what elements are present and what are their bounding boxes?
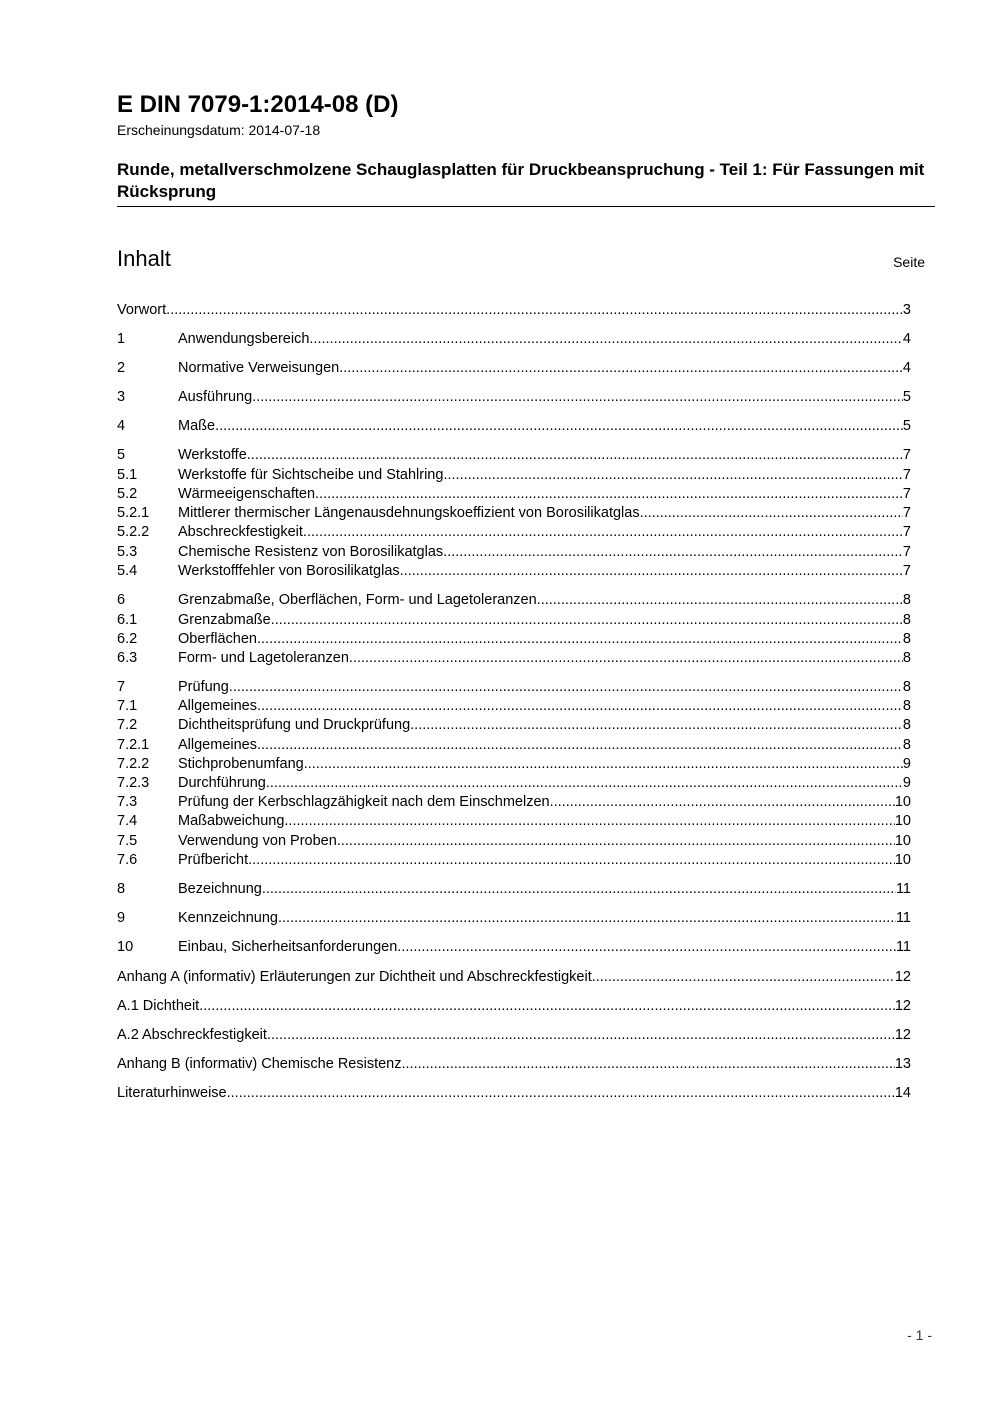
toc-entry-page: 3: [902, 302, 911, 318]
toc-entry-page: 10: [894, 794, 911, 810]
toc-entry-number: 7: [117, 679, 126, 695]
toc-entry-number: 2: [117, 360, 126, 376]
toc-dot-leader: [278, 909, 896, 928]
toc-entry-number: 6.2: [117, 631, 138, 647]
toc-dot-leader: [309, 330, 903, 349]
document-title: Runde, metallverschmolzene Schauglasplatten für Druckbeanspruchung - Teil 1: Für Fassungen mit Rücksprung: [117, 160, 925, 201]
toc-entry[interactable]: [117, 466, 911, 485]
toc-entry-title: Grenzabmaße, Oberflächen, Form- und Lagetoleranzen: [178, 592, 537, 608]
toc-entry-page: 7: [902, 467, 911, 483]
toc-entry-title: Werkstofffehler von Borosilikatglas: [178, 563, 400, 579]
toc-entry-page: 8: [902, 650, 911, 666]
toc-entry[interactable]: [117, 330, 911, 349]
toc-entry-page: 9: [902, 756, 911, 772]
toc-entry-title: Oberflächen: [178, 631, 257, 647]
toc-entry-title: Normative Verweisungen: [178, 360, 340, 376]
toc-dot-leader: [199, 997, 895, 1016]
toc-dot-leader: [248, 851, 895, 870]
toc-entry-title: Werkstoffe: [178, 447, 247, 463]
toc-entry-title: A.1 Dichtheit: [117, 998, 200, 1014]
toc-dot-leader: [257, 630, 903, 649]
toc-entry-page: 8: [902, 612, 911, 628]
toc-dot-leader: [215, 417, 903, 436]
toc-dot-leader: [304, 755, 903, 774]
toc-entry-title: Durchführung: [178, 775, 266, 791]
toc-entry-page: 7: [902, 563, 911, 579]
toc-entry-page: 12: [894, 969, 911, 985]
toc-entry-title: Maße: [178, 418, 216, 434]
toc-entry[interactable]: [117, 543, 911, 562]
toc-entry-title: Prüfbericht: [178, 852, 249, 868]
toc-entry[interactable]: [117, 504, 911, 523]
toc-entry-number: 7.6: [117, 852, 138, 868]
toc-entry-number: 7.2.3: [117, 775, 150, 791]
toc-entry[interactable]: [117, 417, 911, 436]
toc-entry[interactable]: [117, 446, 911, 465]
toc-entry-number: 6.1: [117, 612, 138, 628]
toc-dot-leader: [592, 968, 895, 987]
toc-entry-number: 7.1: [117, 698, 138, 714]
toc-entry-number: 9: [117, 910, 126, 926]
toc-entry[interactable]: [117, 851, 911, 870]
toc-dot-leader: [339, 359, 903, 378]
toc-dot-leader: [410, 716, 903, 735]
toc-entry[interactable]: [117, 938, 911, 957]
publication-date: Erscheinungsdatum: 2014-07-18: [117, 122, 321, 138]
toc-heading: Inhalt: [117, 246, 171, 271]
toc-entry-title: Literaturhinweise: [117, 1085, 227, 1101]
toc-entry-title: Dichtheitsprüfung und Druckprüfung: [178, 717, 411, 733]
toc-entry-page: 11: [895, 881, 911, 897]
title-divider: [117, 206, 935, 207]
toc-entry-page: 12: [894, 1027, 911, 1043]
toc-entry-page: 8: [902, 592, 911, 608]
toc-entry-number: 5.1: [117, 467, 138, 483]
toc-entry-title: Chemische Resistenz von Borosilikatglas: [178, 544, 444, 560]
toc-entry-number: 6.3: [117, 650, 138, 666]
toc-entry-number: 7.2.1: [117, 737, 150, 753]
toc-entry-title: Einbau, Sicherheitsanforderungen: [178, 939, 398, 955]
toc-entry[interactable]: [117, 755, 911, 774]
toc-dot-leader: [397, 938, 896, 957]
toc-dot-leader: [266, 774, 903, 793]
toc-entry-page: 13: [894, 1056, 911, 1072]
toc-entry-page: 12: [894, 998, 911, 1014]
toc-entry-number: 7.2.2: [117, 756, 150, 772]
toc-entry-number: 7.5: [117, 833, 138, 849]
toc-entry-title: Allgemeines: [178, 737, 257, 753]
toc-entry-title: Kennzeichnung: [178, 910, 278, 926]
toc-page-column-label: Seite: [893, 254, 925, 270]
toc-entry-number: 1: [117, 331, 126, 347]
toc-entry-page: 5: [902, 389, 911, 405]
toc-entry-number: 7.4: [117, 813, 138, 829]
toc-entry[interactable]: [117, 968, 911, 987]
toc-entry-number: 5.2: [117, 486, 138, 502]
toc-entry-page: 4: [902, 360, 911, 376]
toc-dot-leader: [537, 591, 903, 610]
toc-entry[interactable]: [117, 591, 911, 610]
toc-entry-page: 7: [902, 486, 911, 502]
toc-dot-leader: [257, 736, 903, 755]
toc-dot-leader: [227, 1084, 895, 1103]
toc-entry-number: 5.4: [117, 563, 138, 579]
toc-dot-leader: [337, 832, 895, 851]
toc-entry[interactable]: [117, 359, 911, 378]
toc-dot-leader: [349, 649, 903, 668]
toc-entry-number: 7.3: [117, 794, 138, 810]
toc-entry-title: Mittlerer thermischer Längenausdehnungskoeffizient von Borosilikatglas: [178, 505, 640, 521]
toc-entry-title: Vorwort: [117, 302, 167, 318]
toc-dot-leader: [443, 543, 903, 562]
toc-entry-title: Stichprobenumfang: [178, 756, 304, 772]
toc-entry-number: 8: [117, 881, 126, 897]
toc-entry-title: Bezeichnung: [178, 881, 262, 897]
toc-entry-page: 11: [895, 939, 911, 955]
toc-dot-leader: [262, 880, 896, 899]
toc-entry-number: 3: [117, 389, 126, 405]
toc-dot-leader: [271, 611, 903, 630]
toc-entry-title: Prüfung der Kerbschlagzähigkeit nach dem Einschmelzen: [178, 794, 550, 810]
toc-dot-leader: [303, 523, 903, 542]
toc-entry[interactable]: [117, 697, 911, 716]
document-id: E DIN 7079-1:2014-08 (D): [117, 91, 399, 118]
toc-dot-leader: [252, 388, 903, 407]
toc-dot-leader: [400, 562, 903, 581]
toc-entry[interactable]: [117, 649, 911, 668]
toc-entry-page: 10: [894, 852, 911, 868]
toc-entry-page: 8: [902, 698, 911, 714]
toc-entry[interactable]: [117, 630, 911, 649]
toc-entry[interactable]: [117, 736, 911, 755]
toc-entry[interactable]: [117, 485, 911, 504]
toc-entry-number: 7.2: [117, 717, 138, 733]
toc-dot-leader: [550, 793, 895, 812]
toc-dot-leader: [640, 504, 903, 523]
toc-dot-leader: [166, 301, 903, 320]
toc-entry-title: Verwendung von Proben: [178, 833, 337, 849]
toc-entry-title: Grenzabmaße: [178, 612, 271, 628]
toc-entry[interactable]: [117, 301, 911, 320]
toc-entry-page: 10: [894, 813, 911, 829]
toc-dot-leader: [257, 697, 903, 716]
toc-entry-title: Maßabweichung: [178, 813, 285, 829]
toc-entry[interactable]: [117, 1026, 911, 1045]
toc-entry-number: 5: [117, 447, 126, 463]
toc-entry-page: 7: [902, 447, 911, 463]
toc-entry-title: Wärmeeigenschaften: [178, 486, 316, 502]
toc-entry-page: 14: [894, 1085, 911, 1101]
toc-dot-leader: [229, 678, 903, 697]
toc-dot-leader: [267, 1026, 895, 1045]
toc-entry-title: A.2 Abschreckfestigkeit: [117, 1027, 267, 1043]
toc-entry-title: Anhang B (informativ) Chemische Resistenz: [117, 1056, 402, 1072]
toc-dot-leader: [284, 812, 894, 831]
toc-entry[interactable]: [117, 880, 911, 899]
toc-entry[interactable]: [117, 1055, 911, 1074]
toc-entry-page: 4: [902, 331, 911, 347]
toc-entry-title: Allgemeines: [178, 698, 257, 714]
toc-entry-page: 7: [902, 524, 911, 540]
toc-entry[interactable]: [117, 793, 911, 812]
toc-entry-number: 10: [117, 939, 134, 955]
toc-entry-title: Ausführung: [178, 389, 253, 405]
toc-entry[interactable]: [117, 812, 911, 831]
toc-dot-leader: [401, 1055, 894, 1074]
toc-entry-page: 7: [902, 544, 911, 560]
toc-entry[interactable]: [117, 611, 911, 630]
toc-entry[interactable]: [117, 832, 911, 851]
toc-entry[interactable]: [117, 774, 911, 793]
toc-entry-title: Form- und Lagetoleranzen: [178, 650, 349, 666]
toc-entry-title: Anhang A (informativ) Erläuterungen zur Dichtheit und Abschreckfestigkeit: [117, 969, 592, 985]
toc-entry-title: Abschreckfestigkeit: [178, 524, 303, 540]
toc-entry-page: 9: [902, 775, 911, 791]
toc-entry-title: Anwendungsbereich: [178, 331, 310, 347]
toc-entry[interactable]: [117, 716, 911, 735]
toc-dot-leader: [315, 485, 903, 504]
toc-entry-page: 7: [902, 505, 911, 521]
toc-entry-number: 5.2.2: [117, 524, 150, 540]
toc-entry[interactable]: [117, 678, 911, 697]
toc-entry-title: Werkstoffe für Sichtscheibe und Stahlring: [178, 467, 444, 483]
toc-dot-leader: [443, 466, 902, 485]
toc-entry[interactable]: [117, 997, 911, 1016]
toc-entry-title: Prüfung: [178, 679, 229, 695]
toc-entry-page: 8: [902, 679, 911, 695]
toc-dot-leader: [247, 446, 903, 465]
toc-entry-page: 5: [902, 418, 911, 434]
toc-entry-page: 8: [902, 631, 911, 647]
toc-entry-page: 8: [902, 737, 911, 753]
toc-entry-number: 4: [117, 418, 126, 434]
toc-entry[interactable]: [117, 1084, 911, 1103]
toc-entry-page: 8: [902, 717, 911, 733]
toc-entry[interactable]: [117, 562, 911, 581]
toc-entry[interactable]: [117, 388, 911, 407]
toc-entry[interactable]: [117, 909, 911, 928]
toc-entry-number: 5.3: [117, 544, 138, 560]
toc-entry-number: 5.2.1: [117, 505, 150, 521]
footer-page-number: - 1 -: [907, 1327, 932, 1343]
toc-entry-page: 11: [895, 910, 911, 926]
toc-entry[interactable]: [117, 523, 911, 542]
toc-entry-number: 6: [117, 592, 126, 608]
toc-entry-page: 10: [894, 833, 911, 849]
